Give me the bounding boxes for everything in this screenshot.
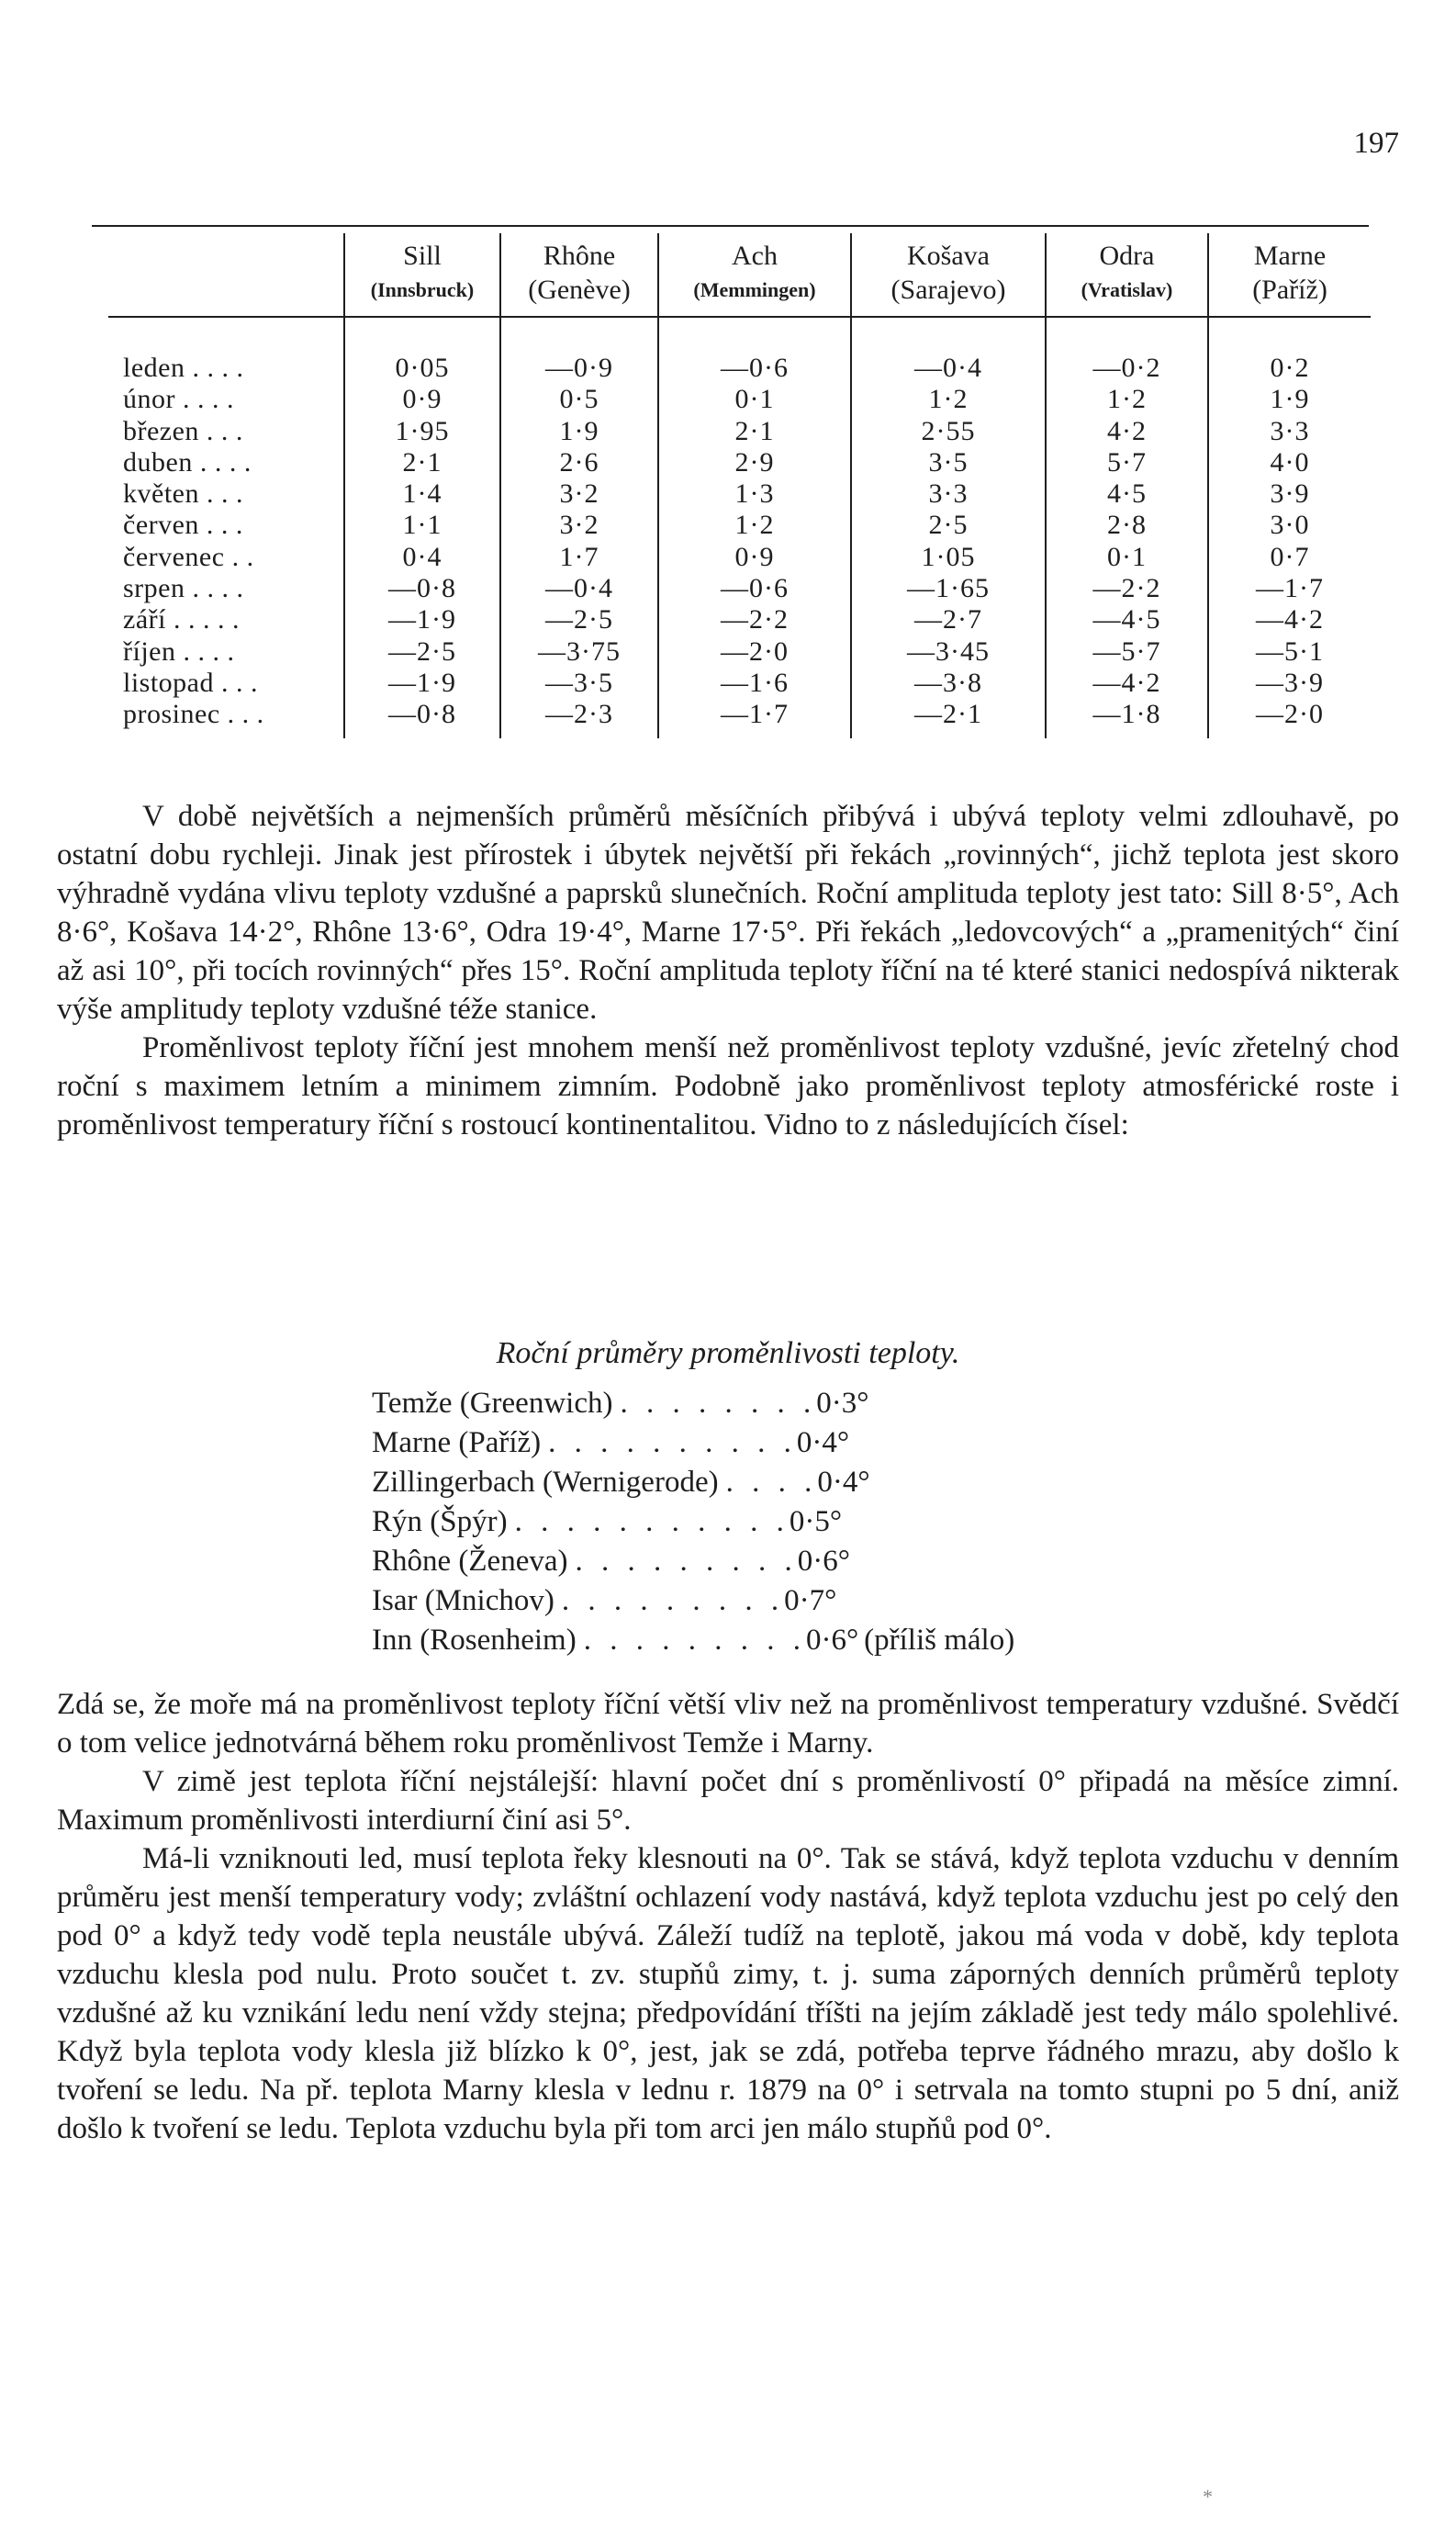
- column-name: Marne: [1253, 241, 1327, 271]
- value-cell: 1·9: [1208, 384, 1371, 415]
- column-name: Košava: [907, 241, 990, 271]
- value-cell: —3·5: [500, 668, 658, 699]
- value-cell: 1·2: [851, 384, 1046, 415]
- value-cell: 0·5: [500, 384, 658, 415]
- value-cell: 3·5: [851, 447, 1046, 478]
- value-cell: —2·2: [1046, 573, 1208, 604]
- means-row: [372, 1621, 1014, 1660]
- value-cell: —2·0: [658, 636, 851, 668]
- value-cell: 3·0: [1208, 510, 1371, 541]
- means-row: [372, 1463, 1014, 1502]
- value-cell: —5·7: [1046, 636, 1208, 668]
- value-cell: —1·6: [658, 668, 851, 699]
- column-name: Rhône: [543, 241, 616, 271]
- month-header: [108, 233, 344, 317]
- means-note: (příliš málo): [864, 1624, 1015, 1657]
- table-row: [108, 384, 1371, 415]
- value-cell: —2·1: [851, 699, 1046, 737]
- value-cell: —3·9: [1208, 668, 1371, 699]
- leader-dots: . . . . . . . . .: [561, 1584, 785, 1617]
- column-header: [658, 233, 851, 317]
- value-cell: 0·1: [1046, 542, 1208, 573]
- value-cell: —0·8: [344, 573, 500, 604]
- variability-means-list: [372, 1384, 1014, 1660]
- footer-mark: *: [1203, 2485, 1213, 2508]
- value-cell: —4·2: [1046, 668, 1208, 699]
- column-name: Ach: [732, 241, 778, 271]
- month-cell: listopad . . .: [123, 667, 258, 698]
- column-header: [500, 233, 658, 317]
- value-cell: 1·3: [658, 478, 851, 510]
- value-cell: —2·0: [1208, 699, 1371, 737]
- value-cell: —5·1: [1208, 636, 1371, 668]
- value-cell: 3·3: [851, 478, 1046, 510]
- value-cell: 3·9: [1208, 478, 1371, 510]
- value-cell: 2·1: [658, 416, 851, 447]
- table-row: [108, 478, 1371, 510]
- value-cell: 4·2: [1046, 416, 1208, 447]
- value-cell: —2·5: [500, 604, 658, 635]
- value-cell: —2·5: [344, 636, 500, 668]
- means-value: 0·3°: [816, 1387, 869, 1420]
- page-number: 197: [1353, 127, 1399, 160]
- month-cell: květen . . .: [123, 478, 243, 510]
- value-cell: 0·2: [1208, 317, 1371, 384]
- value-cell: 4·5: [1046, 478, 1208, 510]
- leader-dots: . . . . . . . .: [620, 1387, 817, 1420]
- value-cell: —0·4: [851, 317, 1046, 384]
- value-cell: 3·2: [500, 478, 658, 510]
- table-row: [108, 510, 1371, 541]
- paragraph: Zdá se, že moře má na proměnlivost teploty říční větší vliv než na proměnlivost temperatury vzdušné. Svědčí o tom velice jednotvárná během roku proměnlivost Temže i Marny.: [57, 1688, 1399, 1760]
- table-header-row: [108, 233, 1371, 317]
- value-cell: —0·8: [344, 699, 500, 737]
- month-cell: duben . . . .: [123, 446, 252, 478]
- value-cell: —2·2: [658, 604, 851, 635]
- value-cell: 0·1: [658, 384, 851, 415]
- value-cell: 1·95: [344, 416, 500, 447]
- month-cell: prosinec . . .: [123, 699, 264, 730]
- column-station: (Genève): [528, 275, 631, 305]
- value-cell: 1·2: [658, 510, 851, 541]
- means-title: Roční průměry proměnlivosti teploty.: [496, 1336, 960, 1370]
- table-row: [108, 636, 1371, 668]
- means-label: Temže (Greenwich): [372, 1387, 613, 1420]
- paragraph: Proměnlivost teploty říční jest mnohem menší než proměnlivost teploty vzdušné, jevíc zřetelný chod roční s maximem letním a minimem zimním. Podobně jako proměnlivost teploty atmosférické roste i proměnlivost temperatury říční s rostoucí kontinentalitou. Vidno to z následujících čísel:: [57, 1031, 1399, 1141]
- value-cell: —0·9: [500, 317, 658, 384]
- means-value: 0·4°: [796, 1426, 850, 1459]
- column-station: (Paříž): [1252, 275, 1327, 305]
- value-cell: —1·9: [344, 604, 500, 635]
- value-cell: —0·6: [658, 317, 851, 384]
- column-name: Sill: [403, 241, 442, 271]
- column-name: Odra: [1099, 241, 1155, 271]
- value-cell: —1·65: [851, 573, 1046, 604]
- means-label: Rýn (Špýr): [372, 1505, 508, 1538]
- river-temperature-table: [108, 233, 1371, 738]
- value-cell: 3·3: [1208, 416, 1371, 447]
- table-row: [108, 542, 1371, 573]
- table-row: [108, 668, 1371, 699]
- month-cell: únor . . . .: [123, 384, 234, 415]
- value-cell: —1·7: [1208, 573, 1371, 604]
- month-cell: září . . . . .: [123, 604, 240, 635]
- month-cell: říjen . . . .: [123, 635, 235, 667]
- table-row: [108, 699, 1371, 737]
- value-cell: 0·4: [344, 542, 500, 573]
- value-cell: —0·6: [658, 573, 851, 604]
- table-row: [108, 604, 1371, 635]
- means-label: Isar (Mnichov): [372, 1584, 554, 1617]
- value-cell: 2·6: [500, 447, 658, 478]
- means-row: [372, 1384, 1014, 1423]
- value-cell: 2·5: [851, 510, 1046, 541]
- value-cell: 2·9: [658, 447, 851, 478]
- leader-dots: . . . . . . . . .: [575, 1545, 798, 1578]
- value-cell: 1·2: [1046, 384, 1208, 415]
- month-cell: červen . . .: [123, 510, 243, 541]
- value-cell: —4·5: [1046, 604, 1208, 635]
- value-cell: —2·7: [851, 604, 1046, 635]
- means-label: Marne (Paříž): [372, 1426, 542, 1459]
- column-header: [1046, 233, 1208, 317]
- value-cell: —0·4: [500, 573, 658, 604]
- value-cell: —4·2: [1208, 604, 1371, 635]
- column-header: [344, 233, 500, 317]
- means-label: Inn (Rosenheim): [372, 1624, 577, 1657]
- value-cell: —0·2: [1046, 317, 1208, 384]
- value-cell: 1·9: [500, 416, 658, 447]
- value-cell: 3·2: [500, 510, 658, 541]
- value-cell: 0·7: [1208, 542, 1371, 573]
- means-row: [372, 1502, 1014, 1542]
- means-label: Zillingerbach (Wernigerode): [372, 1466, 719, 1499]
- value-cell: 1·4: [344, 478, 500, 510]
- means-value: 0·6°: [797, 1545, 850, 1578]
- column-station: (Memmingen): [693, 278, 816, 301]
- leader-dots: . . . . . . . . .: [583, 1624, 806, 1657]
- means-value: 0·4°: [817, 1466, 870, 1499]
- value-cell: —3·75: [500, 636, 658, 668]
- month-cell: červenec . .: [123, 541, 254, 572]
- means-row: [372, 1581, 1014, 1621]
- value-cell: —3·45: [851, 636, 1046, 668]
- value-cell: 1·7: [500, 542, 658, 573]
- paragraph: V době největších a nejmenších průměrů měsíčních přibývá i ubývá teploty velmi zdlouhavě, po ostatní dobu rychleji. Jinak jest přírostek i úbytek největší při řekách „rovinných“, jichž teplota jest skoro výhradně vydána vlivu teploty vzdušné a paprsků slunečních. Roční amplituda teploty jest tato: Sill 8·5°, Ach 8·6°, Košava 14·2°, Rhône 13·6°, Odra 19·4°, Marne 17·5°. Při řekách „ledovcových“ a „pramenitých“ činí až asi 10°, při tocích rovinných“ přes 15°. Roční amplituda teploty říční na té které stanici nedospívá nikterak výše amplitudy teploty vzdušné téže stanice.: [57, 800, 1399, 1026]
- value-cell: 2·55: [851, 416, 1046, 447]
- value-cell: 0·05: [344, 317, 500, 384]
- paragraph: Má-li vzniknouti led, musí teplota řeky klesnouti na 0°. Tak se stává, když teplota vzduchu v denním průměru jest menší temperatury vody; zvláštní ochlazení vody nastává, když teplota vzduchu jest po celý den pod 0° a když tedy vodě tepla neustále ubývá. Záleží tudíž na teplotě, jakou má voda v době, kdy teplota vzduchu klesla pod nulu. Proto součet t. zv. stupňů zimy, t. j. suma záporných denních průměrů teploty vzdušné až ku vznikání ledu není vždy stejna; předpovídání tříšti na jejím základě jest tedy málo spolehlivé. Když byla teplota vody klesla již blízko k 0°, jest, jak se zdá, potřeba teprve řádného mrazu, aby došlo k tvoření se ledu. Na př. teplota Marny klesla v lednu r. 1879 na 0° i setrvala na tomto stupni po 5 dní, aniž došlo k tvoření se ledu. Teplota vzduchu byla při tom arci jen málo stupňů pod 0°.: [57, 1842, 1399, 2145]
- value-cell: —1·8: [1046, 699, 1208, 737]
- value-cell: —1·9: [344, 668, 500, 699]
- value-cell: 5·7: [1046, 447, 1208, 478]
- means-value: 0·5°: [789, 1505, 843, 1538]
- value-cell: 0·9: [344, 384, 500, 415]
- value-cell: 1·05: [851, 542, 1046, 573]
- means-row: [372, 1542, 1014, 1581]
- value-cell: 0·9: [658, 542, 851, 573]
- column-station: (Vratislav): [1081, 278, 1173, 301]
- month-cell: leden . . . .: [123, 353, 244, 383]
- header-rule: [92, 225, 1369, 227]
- value-cell: —2·3: [500, 699, 658, 737]
- value-cell: 2·8: [1046, 510, 1208, 541]
- value-cell: —3·8: [851, 668, 1046, 699]
- means-label: Rhône (Ženeva): [372, 1545, 568, 1578]
- text-block-top: [57, 797, 1399, 1144]
- column-header: [851, 233, 1046, 317]
- text-block-bottom: [57, 1685, 1399, 2148]
- value-cell: 4·0: [1208, 447, 1371, 478]
- value-cell: 1·1: [344, 510, 500, 541]
- column-station: (Sarajevo): [890, 275, 1006, 305]
- leader-dots: . . . . . . . . . . .: [514, 1505, 790, 1538]
- means-value: 0·6°: [805, 1624, 859, 1657]
- paragraph: V zimě jest teplota říční nejstálejší: hlavní počet dní s proměnlivostí 0° připadá na měsíce zimní. Maximum proměnlivosti interdiurní činí asi 5°.: [57, 1765, 1399, 1837]
- table-row: [108, 317, 1371, 384]
- table-body: [108, 317, 1371, 738]
- table-row: [108, 447, 1371, 478]
- means-row: [372, 1423, 1014, 1463]
- table-row: [108, 416, 1371, 447]
- leader-dots: . . . .: [725, 1466, 818, 1499]
- leader-dots: . . . . . . . . . .: [548, 1426, 797, 1459]
- month-cell: srpen . . . .: [123, 573, 244, 604]
- value-cell: 2·1: [344, 447, 500, 478]
- means-value: 0·7°: [784, 1584, 837, 1617]
- month-cell: březen . . .: [123, 415, 243, 446]
- value-cell: —1·7: [658, 699, 851, 737]
- column-station: (Innsbruck): [370, 278, 475, 301]
- table-row: [108, 573, 1371, 604]
- column-header: [1208, 233, 1371, 317]
